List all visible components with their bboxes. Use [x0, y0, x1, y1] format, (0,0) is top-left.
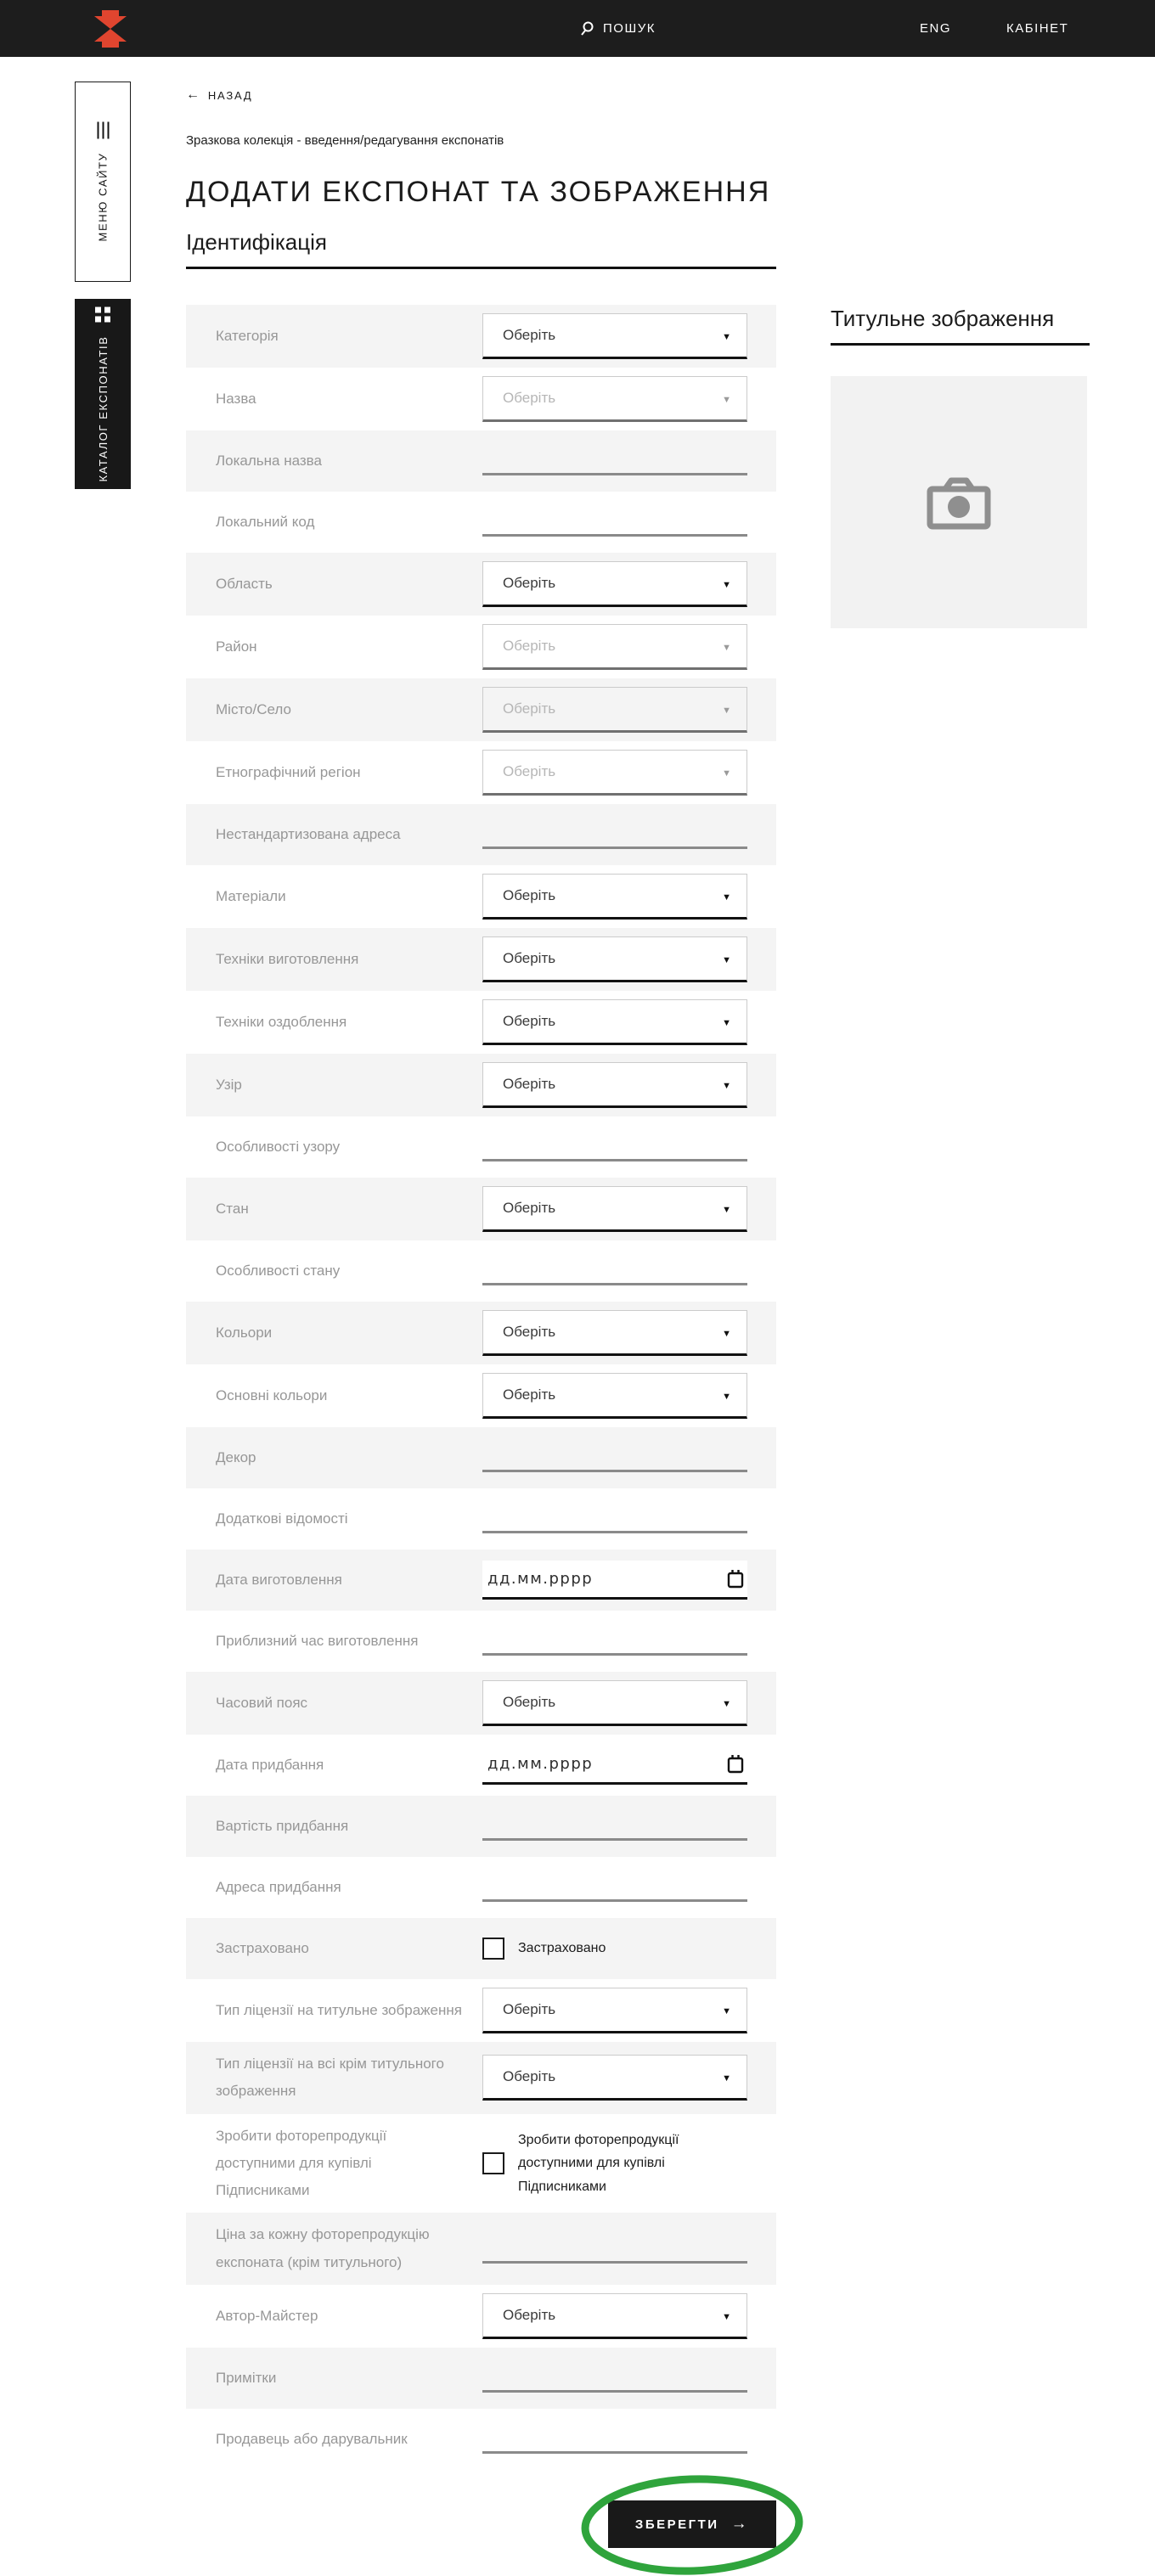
field-control [482, 1062, 747, 1108]
checkbox[interactable] [482, 2152, 504, 2174]
field-control [482, 376, 747, 422]
dropdown[interactable] [482, 2055, 747, 2101]
field-label: Локальна назва [216, 452, 322, 469]
field-control [482, 1680, 747, 1726]
field-control [482, 2129, 747, 2198]
calendar-icon [727, 1755, 744, 1774]
field-label: Тип ліцензії на титульне зображення [216, 2001, 462, 2018]
dropdown-value: Оберіть [503, 638, 556, 654]
field-control [482, 1937, 747, 1960]
field-label: Вартість придбання [216, 1817, 349, 1834]
text-input[interactable] [482, 2364, 747, 2393]
form-row [186, 2409, 776, 2470]
form-row [186, 1427, 776, 1488]
calendar-icon [727, 1570, 744, 1589]
field-label: Автор-Майстер [216, 2307, 318, 2324]
field-control [482, 561, 747, 607]
chevron-down-icon [722, 638, 731, 655]
checkbox[interactable] [482, 1938, 504, 1960]
field-control [482, 1988, 747, 2033]
main-content [186, 57, 776, 2548]
date-input[interactable] [482, 1746, 747, 1785]
chevron-down-icon [722, 1076, 731, 1093]
form-row [186, 1178, 776, 1240]
dropdown[interactable] [482, 999, 747, 1045]
dropdown[interactable] [482, 874, 747, 920]
date-input[interactable] [482, 1561, 747, 1600]
chevron-down-icon [722, 887, 731, 904]
field-label: Узір [216, 1076, 242, 1093]
checkbox-label: Зробити фоторепродукції доступними для купівлі Підписниками [518, 2133, 679, 2194]
form-row [186, 1796, 776, 1857]
field-control [482, 508, 747, 537]
field-label: Додаткові відомості [216, 1510, 348, 1527]
field-label: Нестандартизована адреса [216, 825, 401, 842]
field-label: Дата придбання [216, 1756, 324, 1773]
field-label: Особливості стану [216, 1262, 341, 1279]
field-control [482, 1505, 747, 1533]
dropdown-value: Оберіть [503, 1386, 556, 1403]
chevron-down-icon [722, 2068, 731, 2085]
form-row [186, 928, 776, 991]
search-button[interactable] [580, 0, 656, 57]
text-input[interactable] [482, 447, 747, 475]
chevron-down-icon [722, 1200, 731, 1217]
field-label: Локальний код [216, 513, 315, 530]
site-logo-icon[interactable] [90, 10, 131, 48]
catalog-label: КАТАЛОГ ЕКСПОНАТІВ [96, 335, 110, 482]
save-label: ЗБЕРЕГТИ [634, 2517, 719, 2532]
camera-icon [924, 475, 994, 531]
field-label: Назва [216, 390, 256, 407]
dropdown [482, 750, 747, 796]
form-row [186, 1302, 776, 1364]
form-row [186, 1735, 776, 1796]
field-control [482, 1133, 747, 1161]
text-input[interactable] [482, 1627, 747, 1656]
dropdown-value: Оберіть [503, 887, 556, 903]
dropdown-value: Оберіть [503, 1200, 556, 1216]
form-row [186, 2114, 776, 2213]
form-row [186, 1488, 776, 1550]
back-label: НАЗАД [207, 88, 253, 102]
form-row [186, 553, 776, 616]
dropdown[interactable] [482, 1988, 747, 2033]
chevron-down-icon [722, 1694, 731, 1711]
field-control [482, 1812, 747, 1841]
form-row [186, 1240, 776, 1302]
form-rows [186, 305, 776, 2470]
text-input[interactable] [482, 1133, 747, 1161]
field-label: Примітки [216, 2369, 277, 2386]
text-input[interactable] [482, 1505, 747, 1533]
text-input[interactable] [482, 508, 747, 537]
form-row [186, 1979, 776, 2042]
date-placeholder: дд.мм.рррр [487, 1755, 594, 1773]
form-row [186, 1054, 776, 1116]
text-input[interactable] [482, 1873, 747, 1902]
field-control [482, 1443, 747, 1472]
back-arrow-icon [186, 87, 201, 103]
field-label: Місто/Село [216, 700, 291, 717]
field-control [482, 1873, 747, 1902]
text-input[interactable] [482, 1812, 747, 1841]
save-button[interactable] [608, 2500, 776, 2548]
field-label: Продавець або дарувальник [216, 2430, 408, 2447]
field-control [482, 2425, 747, 2454]
chevron-down-icon [722, 1013, 731, 1030]
form-row [186, 430, 776, 492]
field-control [482, 1373, 747, 1419]
chevron-down-icon [722, 575, 731, 592]
form-row [186, 991, 776, 1054]
chevron-down-icon [722, 327, 731, 344]
field-label: Адреса придбання [216, 1878, 341, 1895]
field-control [482, 687, 747, 733]
section-title-identification: Ідентифікація [186, 229, 776, 269]
chevron-down-icon [722, 1324, 731, 1341]
text-input[interactable] [482, 2235, 747, 2264]
dropdown-value: Оберіть [503, 1076, 556, 1092]
dropdown-value: Оберіть [503, 2068, 556, 2085]
field-label: Техніки оздоблення [216, 1013, 347, 1030]
chevron-down-icon [722, 2001, 731, 2018]
chevron-down-icon [722, 700, 731, 717]
form-row [186, 1116, 776, 1178]
dropdown[interactable] [482, 1062, 747, 1108]
field-label: Область [216, 575, 273, 592]
field-label: Особливості узору [216, 1138, 341, 1155]
dropdown-value: Оберіть [503, 2307, 556, 2324]
field-control [482, 1561, 747, 1600]
dropdown-value: Оберіть [503, 390, 556, 406]
form-row [186, 1611, 776, 1672]
dropdown[interactable] [482, 1310, 747, 1356]
field-control [482, 2055, 747, 2101]
dropdown[interactable] [482, 1186, 747, 1232]
chevron-down-icon [722, 763, 731, 780]
dropdown[interactable] [482, 313, 747, 359]
field-label: Ціна за кожну фоторепродукцію експоната (крім титульного) [216, 2226, 430, 2270]
form-row [186, 305, 776, 368]
dropdown[interactable] [482, 561, 747, 607]
dropdown[interactable] [482, 2293, 747, 2339]
form-row [186, 492, 776, 553]
field-control [482, 874, 747, 920]
language-switch[interactable]: ENG [920, 21, 952, 36]
form-row [186, 804, 776, 865]
text-input[interactable] [482, 820, 747, 849]
form-row [186, 1550, 776, 1611]
field-label: Етнографічний регіон [216, 763, 361, 780]
top-header [0, 0, 1155, 57]
dropdown [482, 687, 747, 733]
field-control [482, 820, 747, 849]
dropdown[interactable] [482, 1680, 747, 1726]
dropdown-value: Оберіть [503, 1013, 556, 1029]
title-image-section [831, 287, 1090, 628]
field-control [482, 1627, 747, 1656]
dropdown-value: Оберіть [503, 763, 556, 779]
field-label: Категорія [216, 327, 279, 344]
field-label: Декор [216, 1448, 256, 1465]
sidebar-tab-site-menu[interactable] [75, 82, 131, 282]
hamburger-menu-icon [97, 122, 109, 139]
form-row [186, 1364, 776, 1427]
dropdown-value: Оберіть [503, 327, 556, 343]
dropdown[interactable] [482, 936, 747, 982]
form-row [186, 2348, 776, 2409]
chevron-down-icon [722, 1386, 731, 1403]
search-label: ПОШУК [603, 21, 656, 36]
form-row [186, 2042, 776, 2114]
field-label: Техніки виготовлення [216, 950, 359, 967]
text-input[interactable] [482, 2425, 747, 2454]
dropdown [482, 624, 747, 670]
field-label: Район [216, 638, 257, 655]
checkbox-label: Застраховано [518, 1941, 606, 1956]
field-label: Часовий пояс [216, 1694, 308, 1711]
form-row [186, 1918, 776, 1979]
text-input[interactable] [482, 1257, 747, 1285]
field-control [482, 750, 747, 796]
dropdown[interactable] [482, 1373, 747, 1419]
form-row [186, 616, 776, 678]
page-title: ДОДАТИ ЕКСПОНАТ ТА ЗОБРАЖЕННЯ [186, 176, 771, 208]
dropdown-value: Оберіть [503, 575, 556, 591]
text-input[interactable] [482, 1443, 747, 1472]
field-control [482, 1257, 747, 1285]
form-row [186, 1857, 776, 1918]
chevron-down-icon [722, 390, 731, 407]
field-control [482, 2235, 747, 2264]
field-control [482, 1186, 747, 1232]
arrow-right-icon [731, 2515, 750, 2534]
title-image-placeholder[interactable] [831, 376, 1087, 628]
field-label: Матеріали [216, 887, 286, 904]
field-label: Дата виготовлення [216, 1571, 342, 1588]
chevron-down-icon [722, 950, 731, 967]
field-label: Основні кольори [216, 1386, 328, 1403]
form-row [186, 2285, 776, 2348]
field-label: Приблизний час виготовлення [216, 1632, 419, 1649]
field-control [482, 1310, 747, 1356]
field-label: Кольори [216, 1324, 273, 1341]
field-label: Застраховано [216, 1939, 309, 1956]
date-placeholder: дд.мм.рррр [487, 1570, 594, 1588]
form-row [186, 678, 776, 741]
cabinet-link[interactable]: КАБІНЕТ [1006, 21, 1069, 36]
chevron-down-icon [722, 2307, 731, 2324]
field-label: Стан [216, 1200, 249, 1217]
dropdown-value: Оберіть [503, 950, 556, 966]
field-control [482, 2293, 747, 2339]
form-row [186, 741, 776, 804]
dropdown-value: Оберіть [503, 700, 556, 717]
field-control [482, 624, 747, 670]
form-row [186, 368, 776, 430]
grid-icon [95, 317, 101, 323]
field-control [482, 447, 747, 475]
section-title-image: Титульне зображення [831, 306, 1090, 346]
field-label: Зробити фоторепродукції доступними для купівлі Підписниками [216, 2127, 387, 2199]
dropdown-value: Оберіть [503, 1324, 556, 1340]
field-control [482, 1746, 747, 1785]
sidebar-tab-exhibit-catalog[interactable] [75, 299, 131, 489]
field-control [482, 313, 747, 359]
form-row [186, 865, 776, 928]
dropdown-value: Оберіть [503, 2001, 556, 2017]
field-control [482, 2364, 747, 2393]
site-menu-label: МЕНЮ САЙТУ [96, 152, 110, 242]
back-link[interactable] [186, 87, 252, 103]
field-control [482, 999, 747, 1045]
form-row [186, 2213, 776, 2285]
dropdown-value: Оберіть [503, 1694, 556, 1710]
field-label: Тип ліцензії на всі крім титульного зображення [216, 2056, 444, 2100]
form-row [186, 1672, 776, 1735]
breadcrumb: Зразкова колекція - введення/редагування експонатів [186, 133, 504, 148]
dropdown [482, 376, 747, 422]
field-control [482, 936, 747, 982]
search-icon [580, 21, 594, 36]
